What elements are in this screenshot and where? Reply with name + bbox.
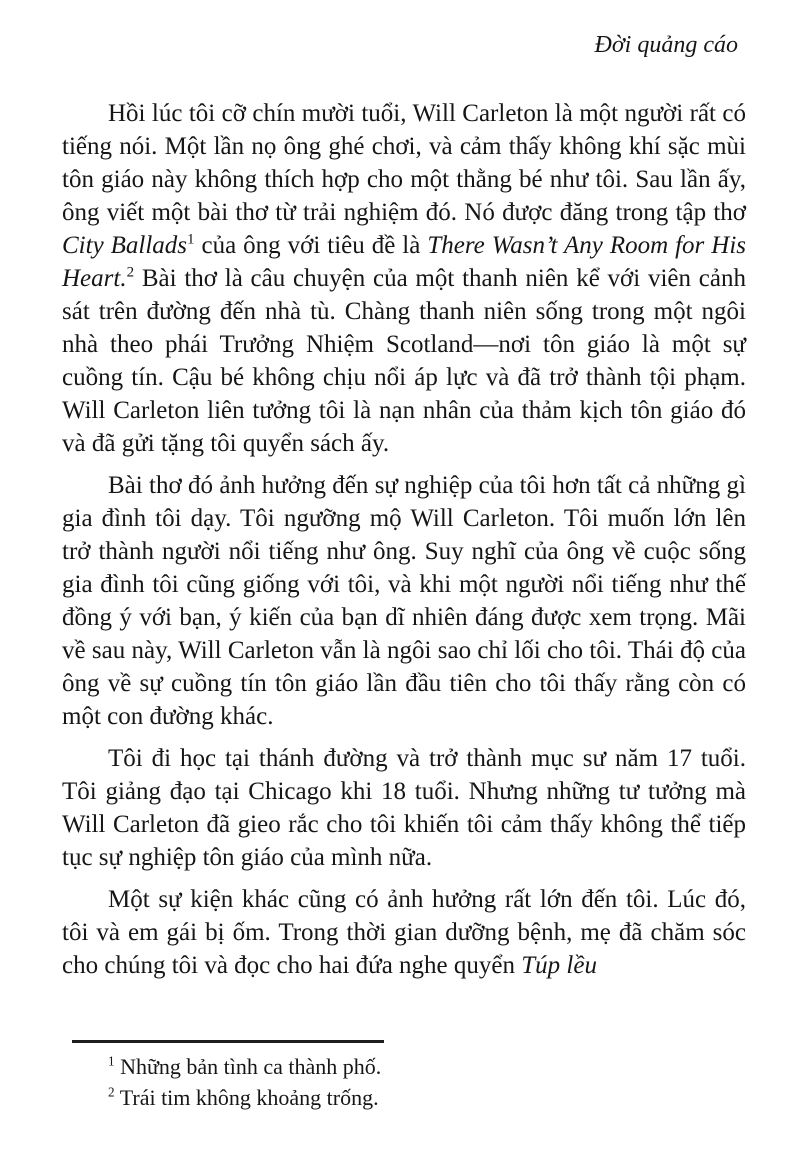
footnote: $^2$ Trái tim không khoảng trống. [108, 1084, 379, 1110]
footnote-marker: 1 [108, 1053, 115, 1069]
paragraph: Bài thơ đó ảnh hưởng đến sự nghiệp của tôi hơn tất cả những gì gia đình tôi dạy. Tôi ngưỡng mộ Will Carleton. Tôi muốn lớn lên trở thành người nổi tiếng như ông. Suy nghĩ của ông về cuộc sống gia đình tôi cũng giống với tôi, và khi một người nổi tiếng như thế đồng ý với bạn, ý kiến của bạn dĩ nhiên đáng được xem trọng. Mãi về sau này, Will Carleton vẫn là ngôi sao chỉ lối cho tôi. Thái độ của ông về sự cuồng tín tôn giáo lần đầu tiên cho tôi thấy rằng còn có một con đường khác. [62, 472, 746, 730]
paragraph: Một sự kiện khác cũng có ảnh hưởng rất lớn đến tôi. Lúc đó, tôi và em gái bị ốm. Trong thời gian dưỡng bệnh, mẹ đã chăm sóc cho chúng tôi và đọc cho hai đứa nghe quyển Túp lều [62, 886, 746, 979]
paragraph: Hồi lúc tôi cỡ chín mười tuổi, Will Carleton là một người rất có tiếng nói. Một lần nọ ông ghé chơi, và cảm thấy không khí sặc mùi tôn giáo này không thích hợp cho một thằng bé như tôi. Sau lần ấy, ông viết một bài thơ từ trải nghiệm đó. Nó được đăng trong tập thơ City Ballads$^1$ của ông với tiêu đề là There Wasn’t Any Room for His Heart.$^2$ Bài thơ là câu chuyện của một thanh niên kể với viên cảnh sát trên đường đến nhà tù. Chàng thanh niên sống trong một ngôi nhà theo phái Trưởng Nhiệm Scotland—nơi tôn giáo là một sự cuồng tín. Cậu bé không chịu nổi áp lực và đã trở thành tội phạm. Will Carleton liên tưởng tôi là nạn nhân của thảm kịch tôn giáo đó và đã gửi tặng tôi quyển sách ấy. [62, 100, 746, 457]
footnotes-section [62, 1040, 746, 1113]
page-body-text [62, 97, 746, 991]
footnote-marker: 2 [108, 1084, 115, 1100]
footnote-divider [72, 1040, 384, 1043]
paragraph: Tôi đi học tại thánh đường và trở thành mục sư năm 17 tuổi. Tôi giảng đạo tại Chicago khi 18 tuổi. Nhưng những tư tưởng mà Will Carleton đã gieo rắc cho tôi khiến tôi cảm thấy không thể tiếp tục sự nghiệp tôn giáo của mình nữa. [62, 745, 746, 871]
footnote: $^1$ Những bản tình ca thành phố. [108, 1053, 382, 1079]
running-header: Đời quảng cáo [594, 32, 738, 58]
footnote-list [62, 1051, 746, 1113]
